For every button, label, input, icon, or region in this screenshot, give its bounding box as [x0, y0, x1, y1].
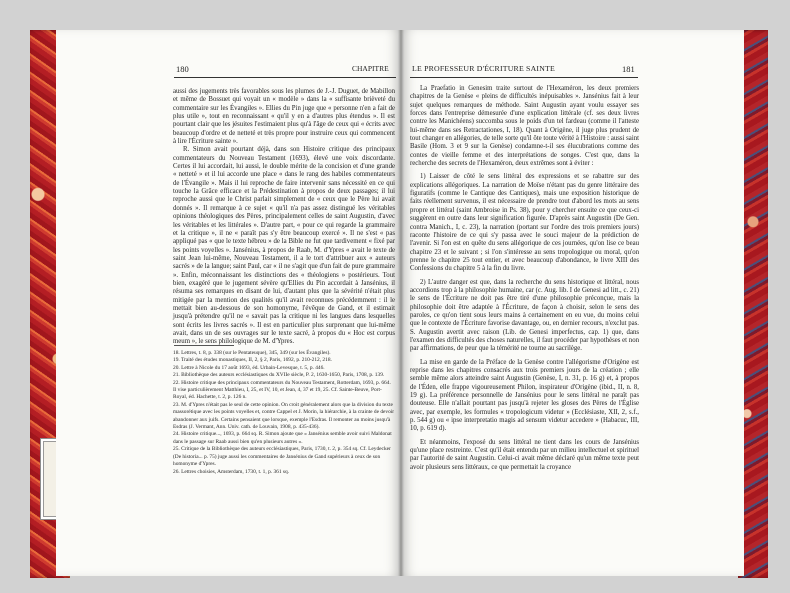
- footnote-20: 20. Lettre à Nicole du 17 août 1693, éd. Urbain-Levesque, t. 5, p. 446.: [173, 364, 325, 371]
- left-running-head: CHAPITRE: [352, 64, 389, 73]
- footnote-25: 25. Critique de la Bibliothèque des auteurs ecclésiastiques, Paris, 1730, t. 2, p. 354 sq. Cf. Leydecker (De historia... p. 75) juge aussi les commentaires de Jansénius de Gand supérieurs à ceux de son homonyme d'Ypres.: [173, 446, 391, 468]
- footnote-22: 22. Histoire critique des principaux commentateurs du Nouveau Testament, Rotterdam, 1693, p. 664. Il vise particulièrement Matthieu, I, 25, et IV, 10, et Jean, 4, 37 et 19, 25. Cf. Sainte-Beuve, Port-Royal, éd. Hachette, t. 2, p. 126 n.: [173, 379, 391, 401]
- footnote-24: 24. Histoire critique..., 1693, p. 664 sq. R. Simon ajoute que « Jansénius semble avoir suivi Maldonat dans le passage sur Raab aussi bien qu'en plusieurs autres ».: [173, 431, 392, 445]
- footnote-18: 18. Lettres, t. 8, p. 338 (sur le Pentateuque), 345, 349 (sur les Évangiles).: [173, 350, 331, 356]
- right-page-number: 181: [622, 64, 635, 74]
- right-paragraph-3: 2) L'autre danger est que, dans la recherche du sens historique et littéral, nous accordions trop à la philosophie humaine, car (c. Aug. lib. I de Genesi ad litt., c. 21) le sens de l'Écriture ne doit pas être tiré d'une philosophie préconçue, mais la philosophie doit être adaptée à l'Écriture, de façon à choisir, selon le sens des paroles, ce qu'on tient sous leurs mains à certainement en eu vue, du moins celui que le contexte de l'Écriture favorise davantage, ou, en dernier recours, n'exclut pas. S. Augustin avertit avec raison (Lib. de Genesi imperfectus, cap. 1) que, dans l'examen des difficultés des choses naturelles, il faut procéder par hypothèses et non par affirmations, de peur que la témérité ne tourne au sacrilège.: [410, 278, 639, 353]
- left-paragraph-1: aussi des jugements très favorables sous les plumes de J.-J. Duguet, de Mabillon et même de Bossuet qui voyait un « modèle » dans la « suffisante brièveté du commentaire sur les Évangiles ». Ellies du Pin juge que « personne n'en a fait de plus utile », tout en reconnaissant « qu'il y en a d'autres plus étendus ». Il est pourtant clair que les jésuites l'estimaient plus qu'à l'âge de ceux qui « écrits avec beaucoup d'ordre et de netteté et très propre pour instruire ceux qui commencent à lire l'Écriture sainte ».: [173, 88, 395, 146]
- right-paragraph-4: La mise en garde de la Préface de la Genèse contre l'allégorisme d'Origène est reprise dans les chapitres consacrés aux trois premiers jours de la création ; elle semble même alors atteindre saint Augustin (Genèse, I, n. 31, p. 16 g) et, à propos de l'Éden, elle frappe vigoureusement Philon, inspirateur d'Origène (ibid., II, n. 8, 19 g). La préférence personnelle de Jansénius pour le sens littéral ne paraît pas douteuse. Elle n'allait pourtant pas jusqu'à rejeter les gloses des Pères de l'Église avec, par exemple, les formules « tropologicum videtur » (Ecclésiaste, XII, 2, s.f., p. 544 g) ou « ipse interpretatio magis ad sensum videtur accedere » (Habacuc, III, 10, p. 619 d).: [410, 358, 639, 433]
- left-paragraph-2: R. Simon avait pourtant déjà, dans son Histoire critique des principaux commentateurs du Nouveau Testament (1693), élevé une voix discordante. Certes il lui accordait, lui aussi, le double mérite de la concision et d'une grande « netteté » et il lui accorde une place « dans le rang des habiles commentateurs de l'Évangile ». Mais il lui reproche de faire intervenir sans nécessité en ce qui touche la Grâce efficace et la Prédestination à propos de deux passages; il lui reproche aussi que le Christ parlait simplement de « ceux que le Père lui avait donnés ». Il remarque à ce sujet « qu'il n'a pas assez distingué les véritables opinions théologiques des Pères, principalement celles de saint Augustin, d'avec les véritables et les littérales ». D'autre part, « pour ce qui regarde la grammaire et la critique », il ne « paraît pas s'y être beaucoup exercé ». Il ne s'est « pas appliqué pas « que le texte hébreu » de la Bible ne fut que tardivement « fixé par les points voyelles ». Jansénius, à propos de Raab, M. d'Ypres « avait le texte de saint Jean lui-même, Nouveau Testament, il a le tort d'attribuer aux « auteurs sacrés » de la langue; saint Paul, car « il ne s'agit que d'un fait de pure grammaire ». Enfin, méconnaissant les distinctions des « théologiens » postérieurs. Tout bien, exagéré que le jugement sévère qu'Ellies du Pin accordait à Jansénius, il résuma ses remarques en disant de lui, d'autant plus que la sévérité n'était plus mitigée par la mention des qualités qu'il avait reconnues précédemment : il le mettait bien au-dessous de son homonyme, l'évêque de Gand, et il estimait jusqu'à prétendre qu'il ne « savait pas la critique ni les langues dans lesquelles sont écrits les livres sacrés ». Il est en particulier plus surprenant que lui-même avait, dans un de ses ouvrages sur le texte sacré, à propos du « Hoc est corpus meum », le sens philologique de M. d'Ypres.: [173, 146, 395, 346]
- footnote-19: 19. Traité des études monastiques, II, 2, § 2, Paris, 1692, p. 210-212, 218.: [173, 357, 332, 364]
- right-paragraph-2: 1) Laisser de côté le sens littéral des expressions et se rabattre sur des explications allégoriques. La narration de Moïse n'étant pas du genre littéraire des figuratifs (comme le Cantique des Cantiques), mais une exposition historique de faits réellement survenus, il est nécessaire de prendre tout d'abord les mots au sens propre et littéral (saint Ambroise in Ps. 38), pour y chercher ensuite ce que ceux-ci suggèrent en outre dans leur signification figurée. D'après saint Augustin (De Gen. contra Manich., I, c. 23), la narration (portant sur l'ordre des trois premiers jours) raconte l'histoire de ce qui s'y passa avec le souci majeur de la prédiction de l'avenir. Si l'on est en quête du sens allégorique de ces journées, qu'on lise ce beau chapitre 23 et le suivant ; si l'on s'intéresse au sens tropologique ou moral, qu'on prenne le chapitre 25 tout entier, et avec beaucoup d'abondance, le livre XIII des Confessions du chapitre 5 à la fin du livre.: [410, 173, 639, 273]
- footnote-23: 23. M. d'Ypres n'était pas le seul de cette opinion. On croit généralement alors que la division du texte massorétique avec les points voyelles et, contre Cappel et J. Morin, la hiérarchie, à la crainte de devoir abandonner aux juifs. Certains pensaient que lorsque, exemple l'Esdras. Il remonter au moins jusqu'à Esdras (J. Vermant, Ann. Univ. cath. de Louvain, 1908, p. 435-436).: [173, 401, 395, 431]
- left-body-text: [173, 88, 395, 346]
- right-paragraph-1: La Praefatio in Genesim traite surtout de l'Hexaméron, les deux premiers chapitres de la Genèse « pleins de difficultés inépuisables ». Jansénius fait à leur sujet quelques remarques de méthode. Saint Augustin ayant voulu essayer ses forces dans l'entreprise démesurée d'une explication littérale (cf. ses deux livres contre les Manichéens) succomba sous le poids d'un tel fardeau (comme il l'atteste lui-même dans ses Retractationes, I, 18). Quant à Origène, il juge plus prudent de tout changer en allégories, de telle sorte qu'il ôte toute vérité à l'Histoire : aussi saint Basile (Hom. 3 et 9 sur la Genèse) condamne-t-il ses élucubrations comme des contes de vieille femme et des interprétations de songes. C'est que, dans la recherche des secrets de l'Hexaméron, deux extrêmes sont à éviter :: [410, 85, 639, 168]
- left-footnotes: [173, 350, 395, 550]
- left-page-number: 180: [176, 64, 189, 74]
- right-paragraph-5: Et néanmoins, l'exposé du sens littéral ne tient dans les cours de Jansénius qu'une place restreinte. C'est qu'il était entendu par un milieu intellectuel et spirituel par l'autorité de saint Augustin. Celui-ci avait même déclaré qu'un même texte peut avoir plusieurs sens littéraux, ce que permettait la croyance: [410, 438, 639, 471]
- footnote-26: 26. Lettres choisies, Amsterdam, 1730, t. 1, p. 361 sq.: [173, 468, 290, 475]
- right-body-text: [410, 85, 639, 557]
- left-header-rule: [174, 77, 396, 78]
- right-header-rule: [410, 77, 638, 78]
- left-footnote-rule: [174, 345, 234, 346]
- book-gutter: [398, 30, 404, 576]
- right-running-head: LE PROFESSEUR D'ÉCRITURE SAINTE: [412, 64, 555, 73]
- footnote-21: 21. Bibliothèque des auteurs ecclésiastiques du XVIIe siècle, P. 2, 1630-1650, Paris, 1708, p. 139.: [173, 372, 385, 379]
